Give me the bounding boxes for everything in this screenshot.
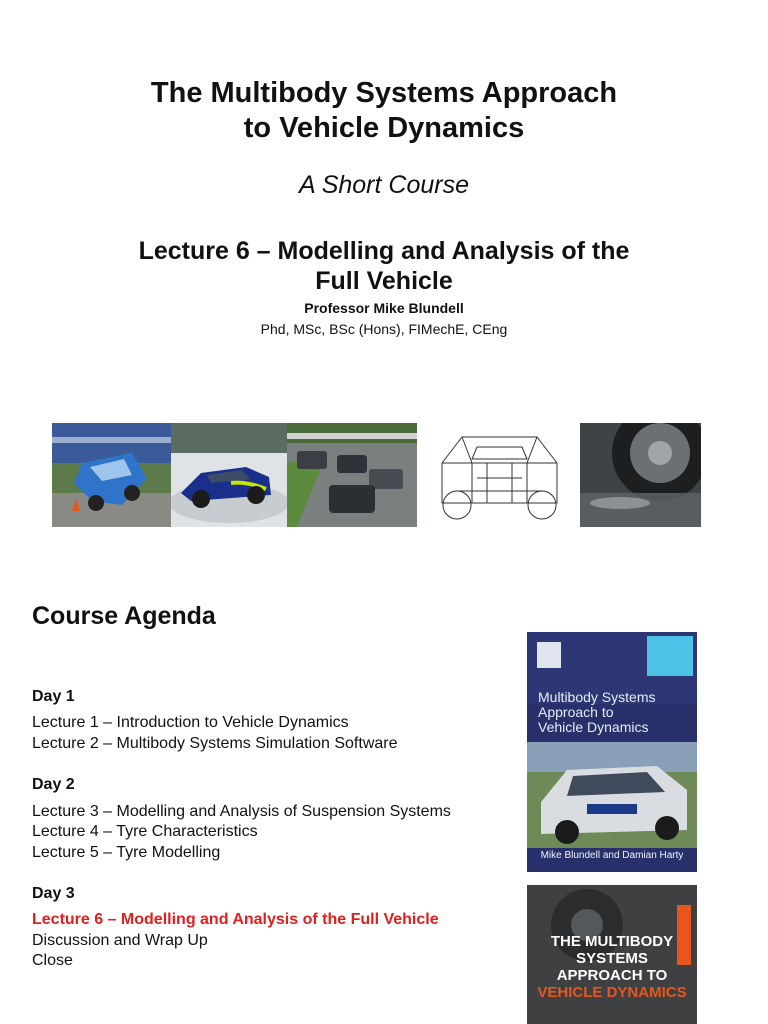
agenda-item: Close <box>32 952 73 969</box>
agenda-item: Lecture 1 – Introduction to Vehicle Dynamics <box>32 714 349 731</box>
book1-title-line1: Multibody Systems <box>538 689 656 705</box>
lecture-title-line1: Lecture 6 – Modelling and Analysis of the <box>138 237 630 265</box>
photo-tyre-in-water <box>580 423 701 527</box>
day-2-label: Day 2 <box>32 776 75 793</box>
agenda-item: Lecture 5 – Tyre Modelling <box>32 844 221 861</box>
photo-rollover-test <box>52 423 171 527</box>
book1-title-line2: Approach to <box>538 704 614 720</box>
book-cover-first-edition <box>527 632 697 872</box>
agenda-item: Lecture 4 – Tyre Characteristics <box>32 823 258 840</box>
agenda-item: Lecture 2 – Multibody Systems Simulation Software <box>32 735 398 752</box>
lecture-title-line2: Full Vehicle <box>315 267 453 295</box>
course-title-line2: to Vehicle Dynamics <box>243 112 525 144</box>
day-3-label: Day 3 <box>32 885 75 902</box>
day-1-label: Day 1 <box>32 688 75 705</box>
book2-title-line2: SYSTEMS <box>576 950 648 967</box>
book1-title-line3: Vehicle Dynamics <box>538 719 649 735</box>
agenda-item: Lecture 3 – Modelling and Analysis of Suspension Systems <box>32 803 451 820</box>
course-title-line1: The Multibody Systems Approach <box>150 77 618 109</box>
book-cover-second-edition <box>527 885 697 1024</box>
photo-wireframe-vehicle-model <box>417 423 580 527</box>
agenda-item-current: Lecture 6 – Modelling and Analysis of the Full Vehicle <box>32 911 439 928</box>
course-subtitle: A Short Course <box>299 171 469 199</box>
publisher-logo <box>537 642 561 668</box>
book2-title-line1: THE MULTIBODY <box>550 933 674 950</box>
presenter-qualifications: Phd, MSc, BSc (Hons), FIMechE, CEng <box>260 321 508 337</box>
car-model-thumbnail <box>647 636 693 676</box>
book2-title-line4: VEHICLE DYNAMICS <box>537 984 687 1001</box>
book1-authors: Mike Blundell and Damian Harty <box>540 850 684 861</box>
book2-title-line3: APPROACH TO <box>556 967 668 984</box>
agenda-item: Discussion and Wrap Up <box>32 932 208 949</box>
presenter-name: Professor Mike Blundell <box>304 300 464 316</box>
agenda-heading: Course Agenda <box>32 602 216 630</box>
photo-cars-on-track <box>287 423 417 527</box>
photo-rally-car <box>171 423 287 527</box>
book1-cover-photo <box>527 742 697 848</box>
